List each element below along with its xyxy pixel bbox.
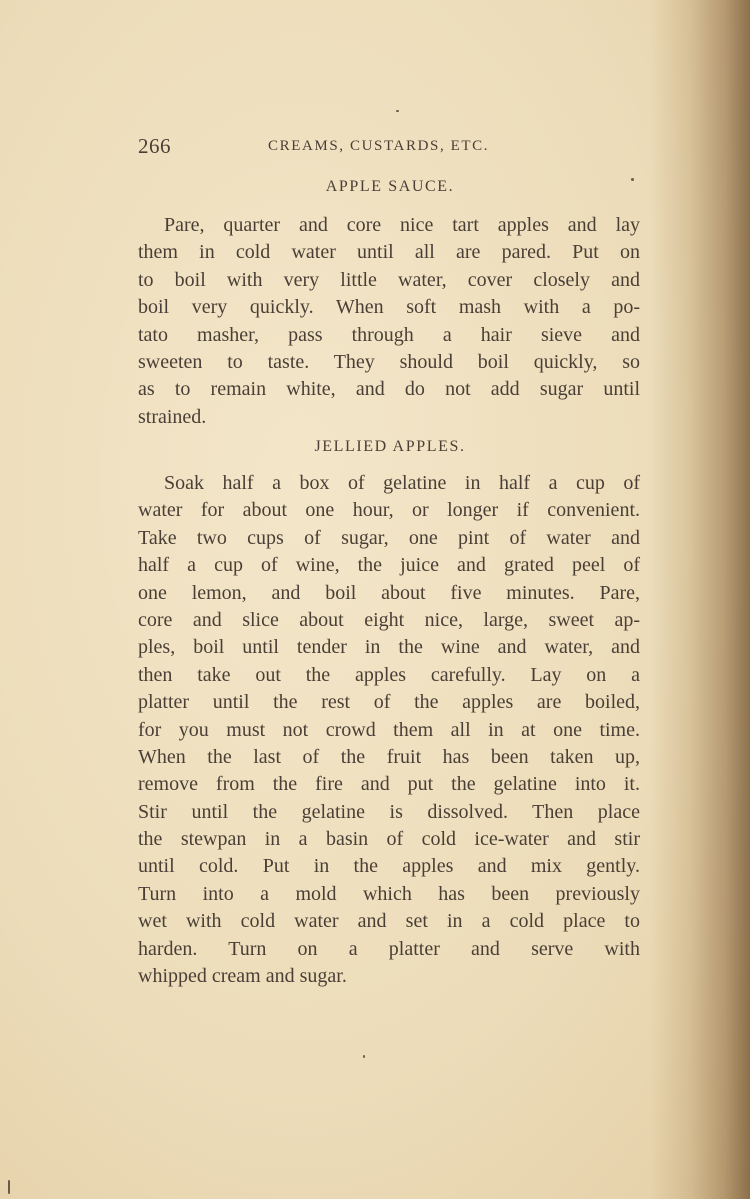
paper-speck	[8, 1180, 10, 1194]
text-line: tato masher, pass through a hair sieve and	[138, 323, 640, 346]
text-line: to boil with very little water, cover closely and	[138, 268, 640, 291]
text-line: half a cup of wine, the juice and grated peel of	[138, 554, 640, 577]
running-head: CREAMS, CUSTARDS, ETC.	[268, 138, 490, 154]
text-line: whipped cream and sugar.	[138, 965, 347, 988]
text-line: as to remain white, and do not add sugar until	[138, 378, 640, 401]
paper-speck	[631, 178, 634, 181]
paragraph-jellied-apples	[138, 470, 640, 990]
text-line: Pare, quarter and core nice tart apples and lay	[164, 214, 640, 236]
paragraph-apple-sauce	[138, 212, 640, 431]
section-heading-apple-sauce: APPLE SAUCE.	[325, 178, 455, 195]
paper-speck	[363, 1055, 365, 1058]
text-line: When the last of the fruit has been taken up,	[138, 745, 640, 768]
page-number: 266	[138, 134, 171, 158]
text-line: boil very quickly. When soft mash with a po-	[138, 296, 640, 319]
paper-speck	[396, 110, 399, 112]
text-line: them in cold water until all are pared. Put on	[138, 241, 640, 264]
text-line: Soak half a box of gelatine in half a cup of	[164, 472, 640, 494]
text-line: harden. Turn on a platter and serve with	[138, 937, 640, 960]
text-line: strained.	[138, 405, 207, 428]
text-line: water for about one hour, or longer if convenient.	[138, 499, 640, 522]
text-line: for you must not crowd them all in at one time.	[138, 718, 640, 741]
text-line: sweeten to taste. They should boil quickly, so	[138, 350, 640, 373]
text-line: remove from the fire and put the gelatine into it.	[138, 773, 640, 796]
text-line: until cold. Put in the apples and mix gently.	[138, 855, 640, 878]
text-line: Take two cups of sugar, one pint of water and	[138, 526, 640, 549]
text-line: platter until the rest of the apples are boiled,	[138, 691, 640, 714]
text-line: ples, boil until tender in the wine and water, and	[138, 636, 640, 659]
text-line: wet with cold water and set in a cold place to	[138, 910, 640, 933]
text-line: the stewpan in a basin of cold ice-water and stir	[138, 828, 640, 851]
text-line: Turn into a mold which has been previously	[138, 882, 640, 905]
text-line: Stir until the gelatine is dissolved. Then place	[138, 800, 640, 823]
text-line: core and slice about eight nice, large, sweet ap-	[138, 608, 640, 631]
text-line: one lemon, and boil about five minutes. Pare,	[138, 581, 640, 604]
section-heading-jellied-apples: JELLIED APPLES.	[314, 438, 466, 455]
text-line: then take out the apples carefully. Lay on a	[138, 663, 640, 686]
